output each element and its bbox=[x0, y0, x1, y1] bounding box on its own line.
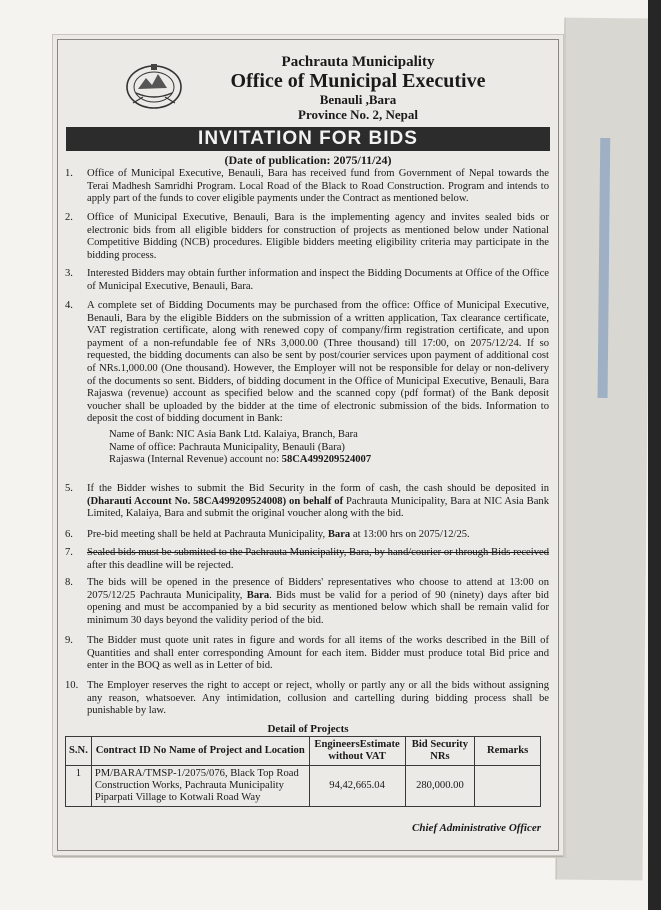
table-cell bbox=[475, 766, 541, 807]
bottom-rule bbox=[53, 856, 563, 857]
table-cell: 94,42,665.04 bbox=[309, 766, 405, 807]
clause-3: 3. Interested Bidders may obtain further information and inspect the Bidding Documents at Office of the Office of Municipal Executive, Benauli, Bara. bbox=[65, 268, 549, 292]
notice-page bbox=[52, 34, 564, 856]
clause-9: 9. The Bidder must quote unit rates in figure and words for all items of the works described in the Bill of Quantities and shall enter corresponding Amount for each item. Bidder must produce total Bid price and enter in the BOQ as well as in Letter of bid. bbox=[65, 635, 549, 672]
clause-6: 6. Pre-bid meeting shall be held at Pachrauta Municipality, Bara at 13:00 hrs on 2075/12/25. bbox=[65, 529, 470, 540]
table-row bbox=[66, 766, 541, 807]
adjacent-page bbox=[555, 18, 651, 881]
bank-office-name: Name of office: Pachrauta Municipality, Benauli (Bara) bbox=[109, 441, 345, 453]
table-cell: 1 bbox=[66, 766, 92, 807]
column-header: S.N. bbox=[66, 737, 92, 766]
invitation-banner: INVITATION FOR BIDS bbox=[66, 127, 550, 151]
bank-account-number: 58CA499209524007 bbox=[281, 454, 372, 466]
column-header: Contract ID No Name of Project and Location bbox=[91, 737, 309, 766]
municipality-name: Pachrauta Municipality bbox=[281, 54, 435, 70]
scan-edge-shadow bbox=[648, 0, 661, 910]
bank-account: Rajaswa (Internal Revenue) account no: 58CA499209524007 bbox=[109, 454, 372, 466]
clause-7: 7. Sealed bids must be submitted to the Pachrauta Municipality, Bara, by hand/courier or through Bids received after this deadline will be rejected. bbox=[65, 547, 549, 571]
header bbox=[193, 54, 523, 122]
signatory: Chief Administrative Officer bbox=[412, 822, 541, 834]
clause-4: 4. A complete set of Bidding Documents may be purchased from the office: Office of Municipal Executive, Benauli, Bara by the eligible Bidders on the submission of a written application, Tax clearance certificate, VAT registration certificate, along with renewed copy of company/firm registration certificate, and upon payment of a non-refundable fee of NRs 3,000.00 (Three thousand) till 17:00, on 2075/12/24. If so requested, the bidding documents can also be sent by post/courier services upon payment of additional cost of NRs.1,000.00 (One thousand). However, the Employer will not be responsible for delay or non-delivery of the documents so sent. Bidders, of bidding document in the Office of Municipal Executive, Benauli, Bara Rajaswa (revenue) account as specified below and the scanned copy (pdf format) of the Bank deposit voucher shall be uploaded by the bidder at the time of electronic submission of the bids. Information to deposit the cost of bidding document in Bank: Name of Bank: NIC Asia Bank Ltd. Kalaiya, Branch, Bara Name of office: Pachrauta Municipality, Benauli (Bara) Rajaswa (Internal Revenue) account no: 58CA499209524007 bbox=[65, 300, 549, 466]
clause-1: 1. Office of Municipal Executive, Benauli, Bara has received fund from Government of Nepal towards the Terai Madhesh Samridhi Program. Local Road of the Black to Road Construction. Program and intends to apply part of the funds to cover eligible payments under the Contract as mentioned below. bbox=[65, 168, 549, 205]
table-header-row bbox=[66, 737, 541, 766]
table-cell: 280,000.00 bbox=[405, 766, 475, 807]
projects-table bbox=[65, 736, 541, 807]
municipality-emblem-icon bbox=[125, 59, 183, 111]
publication-date: (Date of publication: 2075/11/24) bbox=[224, 153, 392, 167]
table-cell: PM/BARA/TMSP-1/2075/076, Black Top Road Construction Works, Pachrauta Municipality Piparpati Village to Kotwali Road Way bbox=[91, 766, 309, 807]
projects-table-title: Detail of Projects bbox=[267, 723, 349, 735]
office-location: Benauli ,Bara bbox=[319, 92, 397, 107]
clause-5: 5. If the Bidder wishes to submit the Bid Security in the form of cash, the cash should be deposited in (Dharauti Account No. 58CA499209524008) on behalf of Pachrauta Municipality, Bara at NIC Asia Bank Limited, Kalaiya, Bara and submit the original voucher along with the bid. bbox=[65, 483, 550, 520]
column-header: Remarks bbox=[475, 737, 541, 766]
column-header: EngineersEstimate without VAT bbox=[309, 737, 405, 766]
clause-8: 8. The bids will be opened in the presence of Bidders' representatives who choose to attend at 13:00 on 2075/12/25 Pachrauta Municipality, Bara. Bids must be valid for a period of 90 (ninety) days after bid opening and must be accompanied by a bid security as mentioned below which shall be remain valid for minimum 30 days beyond the validity period of the bid. bbox=[65, 577, 549, 626]
bank-name: Name of Bank: NIC Asia Bank Ltd. Kalaiya, Branch, Bara bbox=[109, 428, 358, 440]
column-header: Bid Security NRs bbox=[405, 737, 475, 766]
clause-10: 10. The Employer reserves the right to accept or reject, wholly or partly any or all the bids without assigning any reason, whatsoever. Any intimidation, collusion and cartelling during bidding process shall be punishable by law. bbox=[65, 680, 549, 717]
office-title: Office of Municipal Executive bbox=[230, 70, 486, 92]
bank-details bbox=[109, 429, 549, 467]
adjacent-page-color-strip bbox=[598, 138, 611, 398]
province: Province No. 2, Nepal bbox=[298, 107, 418, 122]
clause-2: 2. Office of Municipal Executive, Benauli, Bara is the implementing agency and invites sealed bids or electronic bids from all eligible bidders for construction of projects as mentioned below under National Competitive Bidding (NCB) procedures. Eligible bidders meeting eligibility criteria may participate in the bidding process. bbox=[65, 212, 549, 261]
